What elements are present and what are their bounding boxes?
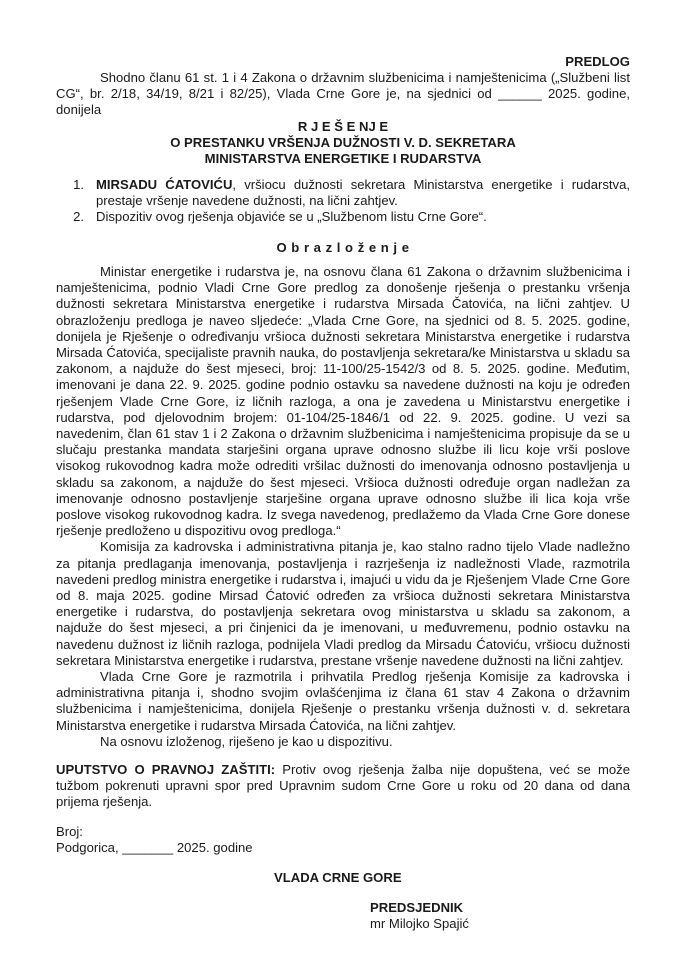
decision-title xyxy=(56,119,630,168)
government-label: VLADA CRNE GORE xyxy=(274,870,402,885)
explanation-heading: O b r a z l o ž e n j e xyxy=(276,240,410,255)
item-text: Dispozitiv ovog rješenja objaviće se u „Službenom listu Crne Gore“. xyxy=(96,209,487,225)
item-number: 1. xyxy=(73,177,84,192)
item-number: 2. xyxy=(73,209,84,225)
president-name: mr Milojko Spajić xyxy=(370,916,469,931)
explanation-paragraph: Komisija za kadrovska i administrativna pitanja je, kao stalno radno tijelo Vlade nadležno za pitanja predlaganja imenovanja, postavljenja i razrješenja iz nadležnosti Vlade, razmotrila navedeni predlog ministra energetike i rudarstva i, imajući u vidu da je Rješenjem Vlade Crne Gore od 8. maja 2025. godine Mirsad Ćatović određen za vršioca dužnosti sekretara Ministarstva energetike i rudarstva, do postavljenja sekretara ovog ministarstva u skladu sa zakonom, a najduže do šest mjeseci, a pri činjenici da je imenovani, u međuvremenu, podnio ostavku na navedenu dužnost iz ličnih razloga, podnijela Vladi predlog da Mirsadu Ćatoviću, vršiocu dužnosti sekretara Ministarstva energetike i rudarstva, prestane vršenje navedene dužnosti na lični zahtjev. xyxy=(56,539,630,668)
list-item xyxy=(56,177,630,209)
item-text: , vršiocu dužnosti sekretara Ministarstva energetike i rudarstva, prestaje vršenje navedene dužnosti, na lični zahtjev. xyxy=(96,177,630,209)
explanation-paragraph: Vlada Crne Gore je razmotrila i prihvatila Predlog rješenja Komisije za kadrovska i administrativna pitanja i, shodno svojim ovlašćenjima iz člana 61 stav 4 Zakona o državnim službenicima i namještenicima, donijela Rješenje o prestanku vršenja dužnosti v. d. sekretara Ministarstva energetike i rudarstva Mirsada Ćatovića, na lični zahtjev. xyxy=(56,669,630,733)
explanation-body xyxy=(56,264,630,750)
explanation-paragraph: Ministar energetike i rudarstva je, na osnovu člana 61 Zakona o državnim službenicima i namještenicima, podnio Vladi Crne Gore predlog za donošenje rješenja o prestanku vršenja dužnosti sekretara Ministarstva energetike i rudarstva Mirsada Čatovića, na lični zahtjev. U obrazloženju predloga je naveo sljedeće: „Vlada Crne Gore, na sjednici od 8. 5. 2025. godine, donijela je Rješenje o određivanju vršioca dužnosti sekretara Ministarstva energetike i rudarstva Mirsada Ćatovića, specijaliste pravnih nauka, do postavljenja sekretara/ke Ministarstva u skladu sa zakonom, a najduže do šest mjeseci, broj: 11-100/25-1542/3 od 8. 5. 2025. godine. Međutim, imenovani je dana 22. 9. 2025. godine podnio ostavku sa navedene dužnosti na koju je određen rješenjem Vlade Crne Gore, iz ličnih razloga, a ona je zavedena u Ministarstvu energetike i rudarstva, pod djelovodnim brojem: 01-104/25-1846/1 od 22. 9. 2025. godine. U vezi sa navedenim, član 61 stav 1 i 2 Zakona o državnim službenicima i namještenicima propisuje da se u slučaju prestanka mandata starješini organa uprave odnosno službe ili licu koje vrši poslove visokog rukovodnog kadra može odrediti vršilac dužnosti do imenovanja odnosno postavljenja u skladu sa zakonom, a najduže do šest mjeseci. Vršioca dužnosti određuje organ nadležan za imenovanje odnosno postavljenje starješine organa uprave odnosno službe ili lica koja vrše poslove visokog rukovodnog kadra. Iz svega navedenog, predlažemo da Vlada Crne Gore donese rješenje predloženo u dispozitivu ovog predloga.“ xyxy=(56,264,630,539)
list-item xyxy=(56,209,630,225)
president-title: PREDSJEDNIK xyxy=(370,900,464,915)
legal-remedy-text: Protiv ovog rješenja žalba nije dopuštena, već se može tužbom pokrenuti upravni spor pred Upravnim sudom Crne Gore u roku od 20 dana od dana prijema rješenja. xyxy=(56,762,630,810)
predlog-label: PREDLOG xyxy=(565,54,630,69)
title-line-3: MINISTARSTVA ENERGETIKE I RUDARSTVA xyxy=(204,151,482,167)
document-number: Broj: xyxy=(56,824,83,839)
dispositive-list xyxy=(56,177,630,226)
explanation-paragraph: Na osnovu izloženog, riješeno je kao u dispozitivu. xyxy=(100,733,393,749)
intro-paragraph: Shodno članu 61 st. 1 i 4 Zakona o državnim službenicima i namještenicima („Službeni list CG“, br. 2/18, 34/19, 8/21 i 82/25), Vlada Crne Gore je, na sjednici od ______ 2025. godine, donijela xyxy=(56,70,630,118)
legal-remedy-label: UPUTSTVO O PRAVNOJ ZAŠTITI: xyxy=(56,762,276,777)
legal-remedy xyxy=(56,762,630,811)
title-line-2: O PRESTANKU VRŠENJA DUŽNOSTI V. D. SEKRETARA xyxy=(170,135,516,151)
title-line-1: R J E Š E NJ E xyxy=(297,119,389,134)
item-name: MIRSADU ĆATOVIĆU xyxy=(96,177,233,192)
place-date: Podgorica, _______ 2025. godine xyxy=(56,840,253,855)
